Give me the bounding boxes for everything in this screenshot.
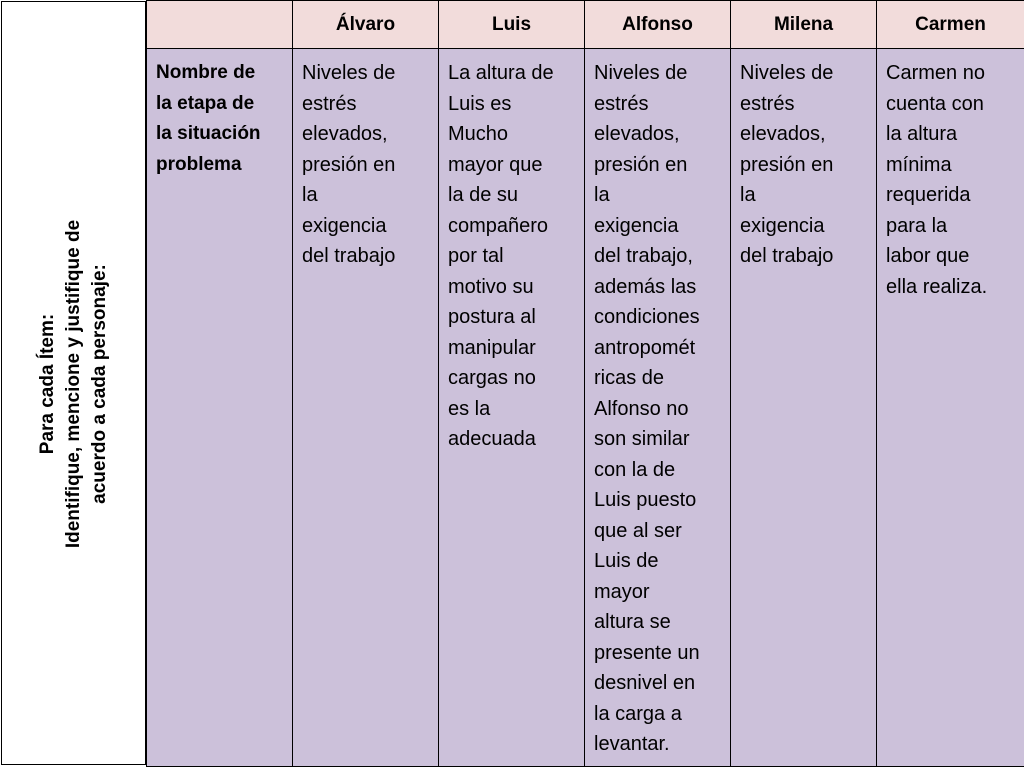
- character-table: [146, 0, 1024, 767]
- table-row: [147, 49, 1024, 767]
- cell-alvaro: [293, 49, 439, 767]
- side-label: [35, 104, 113, 664]
- header-milena: Milena: [731, 1, 877, 49]
- cell-text-luis: La altura de Luis es Mucho mayor que la de su compañero por tal motivo su postura al manipular cargas no es la adecuada: [448, 62, 554, 450]
- cell-milena: [731, 49, 877, 767]
- cell-text-milena: Niveles de estrés elevados, presión en la exigencia del trabajo: [740, 62, 834, 267]
- side-label-line-1: Para cada Ítem:: [37, 313, 58, 455]
- cell-carmen: [877, 49, 1024, 767]
- side-label-line-2: Identifique, mencione y justifique de: [63, 219, 84, 549]
- row-label: Nombre de la etapa de la situación problema: [156, 62, 261, 175]
- side-label-line-3: acuerdo a cada personaje:: [89, 264, 110, 504]
- cell-text-alfonso: Niveles de estrés elevados, presión en la exigencia del trabajo, además las condiciones antropomét ricas de Alfonso no son similar con la de Luis puesto que al ser Luis de mayor altura se presente un desnivel en la carga a levantar.: [594, 62, 700, 755]
- table-header-row: [147, 1, 1024, 49]
- cell-text-alvaro: Niveles de estrés elevados, presión en la exigencia del trabajo: [302, 62, 396, 267]
- header-alfonso: Alfonso: [585, 1, 731, 49]
- header-alvaro: Álvaro: [293, 1, 439, 49]
- cell-luis: [439, 49, 585, 767]
- cell-text-carmen: Carmen no cuenta con la altura mínima requerida para la labor que ella realiza.: [886, 62, 988, 298]
- row-label-cell: [147, 49, 293, 767]
- side-label-cell: [1, 1, 146, 765]
- corner-header-cell: [147, 1, 293, 49]
- header-carmen: Carmen: [877, 1, 1024, 49]
- cell-alfonso: [585, 49, 731, 767]
- header-luis: Luis: [439, 1, 585, 49]
